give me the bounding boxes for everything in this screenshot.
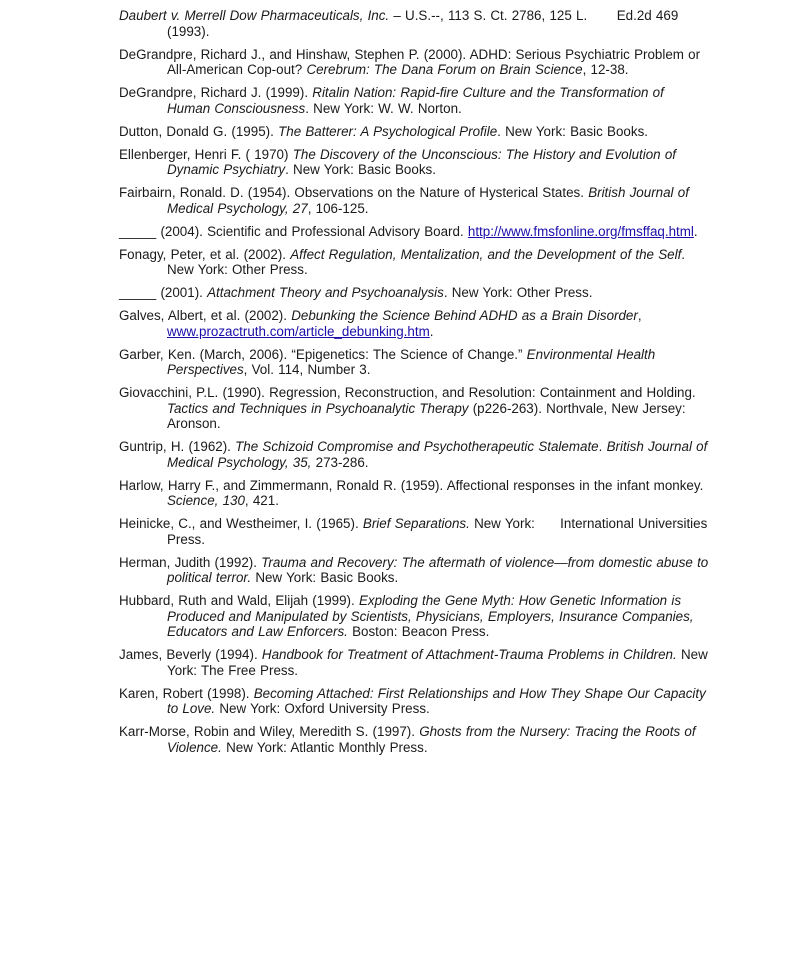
reference-title: Handbook for Treatment of Attachment-Trauma Problems in Children.	[261, 647, 677, 662]
reference-text: Hubbard, Ruth and Wald, Elijah (1999).	[119, 593, 359, 608]
reference-entry	[119, 385, 709, 432]
reference-entry	[119, 85, 709, 116]
reference-entry	[119, 224, 709, 240]
reference-entry	[119, 308, 709, 339]
reference-text: Giovacchini, P.L. (1990). Regression, Reconstruction, and Resolution: Containment and Holding.	[119, 385, 696, 400]
reference-text: .	[429, 323, 434, 339]
reference-entry	[119, 47, 709, 78]
reference-text: New York: The Free Press.	[167, 647, 708, 678]
reference-entry	[119, 516, 709, 547]
reference-text: _____ (2004). Scientific and Professional Advisory Board.	[119, 223, 468, 239]
reference-text: , 12-38.	[582, 62, 629, 77]
reference-text: Garber, Ken. (March, 2006). “Epigenetics: The Science of Change.”	[119, 346, 527, 362]
reference-text: .	[598, 439, 607, 454]
reference-entry	[119, 439, 709, 470]
reference-text: . New York: W. W. Norton.	[305, 100, 462, 116]
reference-text: Karr-Morse, Robin and Wiley, Meredith S. (1997).	[119, 724, 420, 739]
reference-entry	[119, 8, 709, 39]
reference-entry	[119, 647, 709, 678]
reference-entry	[119, 124, 709, 140]
reference-entry	[119, 593, 709, 640]
reference-title: Tactics and Techniques in Psychoanalytic Therapy	[167, 400, 469, 416]
reference-title: Cerebrum: The Dana Forum on Brain Science	[306, 62, 583, 77]
reference-title: Affect Regulation, Mentalization, and the Development of the Self	[290, 246, 682, 262]
reference-text: Harlow, Harry F., and Zimmermann, Ronald R. (1959). Affectional responses in the infant monkey.	[119, 477, 704, 493]
reference-text: , 421.	[244, 493, 279, 508]
reference-text: ,	[637, 308, 642, 323]
reference-text: Herman, Judith (1992).	[119, 554, 262, 570]
reference-text: DeGrandpre, Richard J. (1999).	[119, 85, 313, 100]
reference-title: Exploding the Gene Myth: How Genetic Information is Produced and Manipulated by Scientists, Physicians, Employers, Insurance Companies, Educators and Law Enforcers.	[167, 593, 694, 639]
reference-text: 273-286.	[311, 454, 369, 470]
reference-title: British Journal of Medical Psychology, 35,	[167, 439, 708, 470]
reference-text: . New York: Basic Books.	[285, 162, 436, 177]
reference-title: Environmental Health Perspectives	[167, 346, 656, 377]
reference-link[interactable]: www.prozactruth.com/article_debunking.htm	[167, 323, 430, 339]
reference-text: .	[693, 223, 698, 239]
reference-title: The Schizoid Compromise and Psychotherapeutic Stalemate	[235, 439, 599, 454]
reference-list	[119, 8, 709, 763]
reference-entry	[119, 724, 709, 755]
reference-entry	[119, 347, 709, 378]
reference-title: Ritalin Nation: Rapid-fire Culture and the Transformation of Human Consciousness	[167, 85, 664, 116]
reference-title: Trauma and Recovery: The aftermath of violence—from domestic abuse to political terror.	[167, 554, 709, 585]
reference-entry	[119, 555, 709, 586]
reference-text: , Vol. 114, Number 3.	[243, 362, 371, 377]
reference-text: New York: Oxford University Press.	[215, 701, 430, 716]
reference-text: Galves, Albert, et al. (2002).	[119, 308, 292, 323]
reference-text: Boston: Beacon Press.	[347, 624, 490, 639]
reference-text: New York: International Universities Press.	[167, 516, 708, 547]
reference-link[interactable]: http://www.fmsfonline.org/fmsffaq.html	[467, 223, 694, 239]
reference-text: Fonagy, Peter, et al. (2002).	[119, 246, 291, 262]
reference-title: Brief Separations.	[362, 516, 470, 531]
reference-text: DeGrandpre, Richard J., and Hinshaw, Stephen P. (2000). ADHD: Serious Psychiatric Problem or All-American Cop-out?	[119, 46, 701, 77]
reference-entry	[119, 147, 709, 178]
reference-entry	[119, 185, 709, 216]
reference-title: Ghosts from the Nursery: Tracing the Roots of Violence.	[167, 724, 696, 755]
reference-text: Karen, Robert (1998).	[119, 685, 254, 701]
reference-text: James, Beverly (1994).	[119, 647, 262, 662]
reference-text: Fairbairn, Ronald. D. (1954). Observations on the Nature of Hysterical States.	[119, 185, 589, 200]
reference-title: Daubert v. Merrell Dow Pharmaceuticals, Inc.	[119, 8, 390, 23]
reference-title: Attachment Theory and Psychoanalysis	[207, 285, 444, 300]
reference-text: . New York: Basic Books.	[497, 123, 648, 139]
reference-title: The Batterer: A Psychological Profile	[278, 123, 498, 139]
reference-title: British Journal of Medical Psychology, 27	[167, 185, 689, 216]
reference-text: Guntrip, H. (1962).	[119, 439, 236, 454]
reference-entry	[119, 285, 709, 301]
reference-text: Heinicke, C., and Westheimer, I. (1965).	[119, 516, 363, 531]
reference-title: Becoming Attached: First Relationships and How They Shape Our Capacity to Love.	[167, 685, 706, 716]
reference-text: Dutton, Donald G. (1995).	[119, 123, 279, 139]
reference-text: . New York: Other Press.	[443, 285, 593, 300]
reference-text: _____ (2001).	[119, 285, 208, 300]
reference-entry	[119, 686, 709, 717]
reference-text: – U.S.--, 113 S. Ct. 2786, 125 L. Ed.2d 469 (1993).	[167, 8, 679, 39]
reference-text: . New York: Other Press.	[167, 246, 686, 277]
reference-text: , 106-125.	[307, 200, 369, 216]
reference-text: New York: Basic Books.	[251, 570, 399, 585]
reference-title: Debunking the Science Behind ADHD as a Brain Disorder	[291, 308, 638, 323]
reference-text: (p226-263). Northvale, New Jersey: Aronson.	[167, 400, 686, 431]
reference-text: Ellenberger, Henri F. ( 1970)	[119, 146, 293, 162]
reference-text: New York: Atlantic Monthly Press.	[221, 739, 428, 755]
reference-title: The Discovery of the Unconscious: The History and Evolution of Dynamic Psychiatry	[167, 146, 677, 177]
reference-title: Science, 130	[167, 493, 245, 508]
reference-entry	[119, 478, 709, 509]
reference-entry	[119, 247, 709, 278]
